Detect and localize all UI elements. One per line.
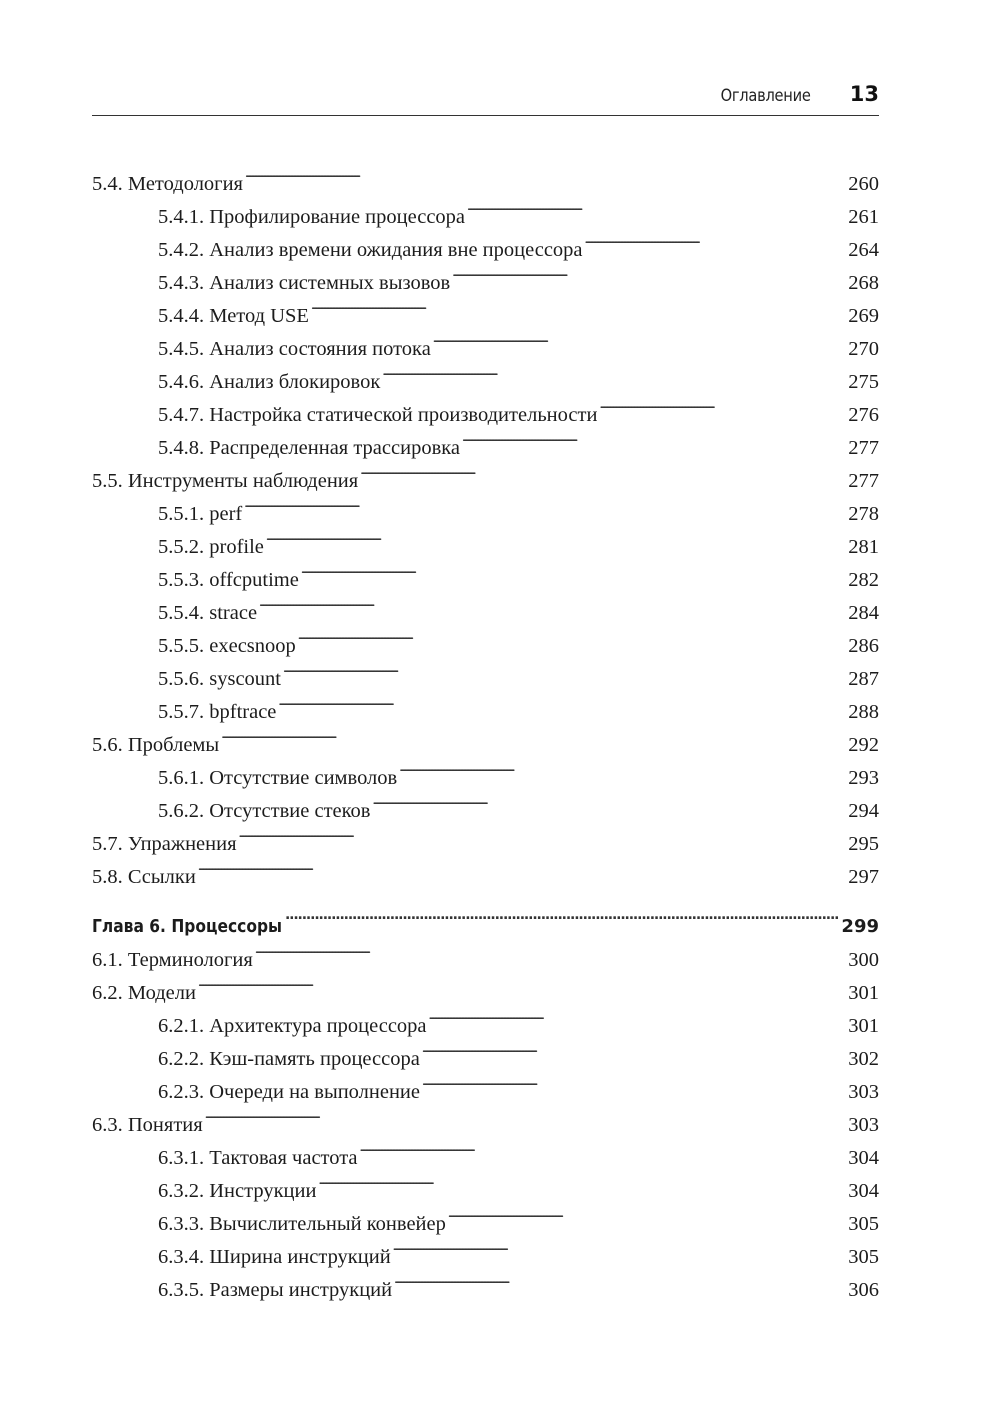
toc-entry-label: 6.2.3. Очереди на выполнение [158, 1081, 421, 1103]
running-header-title: Оглавление [721, 86, 811, 106]
dot-leader [198, 850, 846, 883]
dot-leader [448, 1197, 846, 1230]
dot-leader [285, 899, 839, 932]
header-rule [92, 115, 879, 116]
toc-entry-section [92, 1098, 879, 1136]
toc-entry-page: 294 [848, 800, 879, 822]
toc-entry-page: 264 [848, 239, 879, 261]
dot-leader [382, 355, 846, 388]
toc-entry-label: 5.4.8. Распределенная трассировка [158, 437, 461, 459]
toc-entry-label: 5.4.7. Настройка статической производительности [158, 404, 598, 426]
toc-entry-label: 6.1. Терминология [92, 949, 253, 971]
table-of-contents [92, 157, 879, 1301]
toc-entry-label: 5.6.2. Отсутствие стеков [158, 800, 371, 822]
toc-entry-page: 301 [848, 1015, 879, 1037]
toc-entry-label: 5.5.6. syscount [158, 668, 281, 690]
toc-chapter-page: 299 [841, 916, 879, 937]
toc-entry-label: 5.5.5. execsnoop [158, 635, 296, 657]
toc-entry-label: 6.3.2. Инструкции [158, 1180, 317, 1202]
dot-leader [259, 586, 846, 619]
page-number: 13 [849, 82, 879, 106]
toc-entry-label: 5.4.3. Анализ системных вызовов [158, 272, 451, 294]
toc-entry-label: 5.5.7. bpftrace [158, 701, 277, 723]
dot-leader [373, 784, 847, 817]
toc-entry-label: 5.4.2. Анализ времени ожидания вне процессора [158, 239, 583, 261]
dot-leader [393, 1230, 847, 1263]
dot-leader [467, 190, 846, 223]
chapter-spacer [92, 883, 879, 899]
toc-entry-label: 6.3.1. Тактовая частота [158, 1147, 358, 1169]
toc-entry-page: 277 [848, 470, 879, 492]
toc-entry-label: 5.8. Ссылки [92, 866, 196, 888]
dot-leader [298, 619, 846, 652]
dot-leader [205, 1098, 847, 1131]
dot-leader [360, 454, 846, 487]
toc-entry-page: 306 [848, 1279, 879, 1301]
toc-entry-label: 5.5.1. perf [158, 503, 243, 525]
toc-entry-page: 304 [848, 1180, 879, 1202]
toc-entry-chapter [92, 899, 879, 937]
dot-leader [244, 487, 846, 520]
dot-leader [283, 652, 846, 685]
dot-leader [422, 1032, 846, 1065]
toc-entry-page: 293 [848, 767, 879, 789]
toc-entry-label: 5.5. Инструменты наблюдения [92, 470, 359, 492]
toc-entry-page: 287 [848, 668, 879, 690]
dot-leader [311, 289, 846, 322]
running-header [92, 82, 879, 112]
toc-entry-page: 270 [848, 338, 879, 360]
toc-entry-label: 6.2.2. Кэш-память процессора [158, 1048, 420, 1070]
toc-entry-section [92, 850, 879, 888]
dot-leader [239, 817, 847, 850]
toc-entry-label: 5.4.6. Анализ блокировок [158, 371, 381, 393]
toc-entry-subsection [92, 999, 879, 1037]
toc-entry-page: 277 [848, 437, 879, 459]
dot-leader [585, 223, 847, 256]
toc-entry-page: 300 [848, 949, 879, 971]
toc-entry-label: 5.6.1. Отсутствие символов [158, 767, 398, 789]
toc-entry-page: 303 [848, 1114, 879, 1136]
toc-entry-label: 5.6. Проблемы [92, 734, 220, 756]
dot-leader [360, 1131, 847, 1164]
toc-entry-label: 5.4. Методология [92, 173, 243, 195]
toc-entry-page: 269 [848, 305, 879, 327]
dot-leader [429, 999, 847, 1032]
toc-chapter-label: Глава 6. Процессоры [92, 916, 283, 937]
toc-entry-label: 6.3.4. Ширина инструкций [158, 1246, 391, 1268]
toc-entry-page: 305 [848, 1246, 879, 1268]
toc-entry-page: 275 [848, 371, 879, 393]
toc-entry-page: 281 [848, 536, 879, 558]
toc-entry-section [92, 157, 879, 195]
toc-entry-page: 261 [848, 206, 879, 228]
toc-entry-label: 6.2. Модели [92, 982, 196, 1004]
dot-leader [318, 1164, 846, 1197]
toc-entry-subsection [92, 1131, 879, 1169]
dot-leader [599, 388, 846, 421]
toc-entry-page: 268 [848, 272, 879, 294]
dot-leader [452, 256, 846, 289]
toc-entry-label: 6.3.5. Размеры инструкций [158, 1279, 393, 1301]
toc-entry-page: 305 [848, 1213, 879, 1235]
dot-leader [255, 933, 846, 966]
dot-leader [422, 1065, 846, 1098]
dot-leader [278, 685, 846, 718]
toc-entry-page: 295 [848, 833, 879, 855]
toc-entry-label: 5.4.4. Метод USE [158, 305, 309, 327]
toc-entry-page: 260 [848, 173, 879, 195]
toc-entry-label: 5.5.3. offcputime [158, 569, 299, 591]
toc-entry-label: 5.4.1. Профилирование процессора [158, 206, 466, 228]
toc-entry-page: 284 [848, 602, 879, 624]
toc-entry-label: 6.3. Понятия [92, 1114, 203, 1136]
dot-leader [221, 718, 846, 751]
toc-entry-section [92, 966, 879, 1004]
toc-entry-label: 6.3.3. Вычислительный конвейер [158, 1213, 446, 1235]
toc-entry-label: 5.5.4. strace [158, 602, 258, 624]
toc-entry-label: 5.7. Упражнения [92, 833, 237, 855]
dot-leader [462, 421, 846, 454]
toc-entry-page: 278 [848, 503, 879, 525]
toc-entry-page: 302 [848, 1048, 879, 1070]
toc-entry-label: 5.5.2. profile [158, 536, 264, 558]
toc-entry-label: 5.4.5. Анализ состояния потока [158, 338, 431, 360]
toc-entry-page: 286 [848, 635, 879, 657]
toc-entry-page: 304 [848, 1147, 879, 1169]
dot-leader [266, 520, 846, 553]
dot-leader [399, 751, 846, 784]
dot-leader [433, 322, 846, 355]
toc-entry-page: 301 [848, 982, 879, 1004]
dot-leader [245, 157, 846, 190]
toc-entry-page: 276 [848, 404, 879, 426]
toc-entry-page: 297 [848, 866, 879, 888]
toc-entry-label: 6.2.1. Архитектура процессора [158, 1015, 427, 1037]
toc-entry-page: 303 [848, 1081, 879, 1103]
dot-leader [198, 966, 846, 999]
toc-entry-page: 288 [848, 701, 879, 723]
dot-leader [394, 1263, 846, 1296]
toc-entry-page: 282 [848, 569, 879, 591]
toc-entry-page: 292 [848, 734, 879, 756]
dot-leader [301, 553, 846, 586]
